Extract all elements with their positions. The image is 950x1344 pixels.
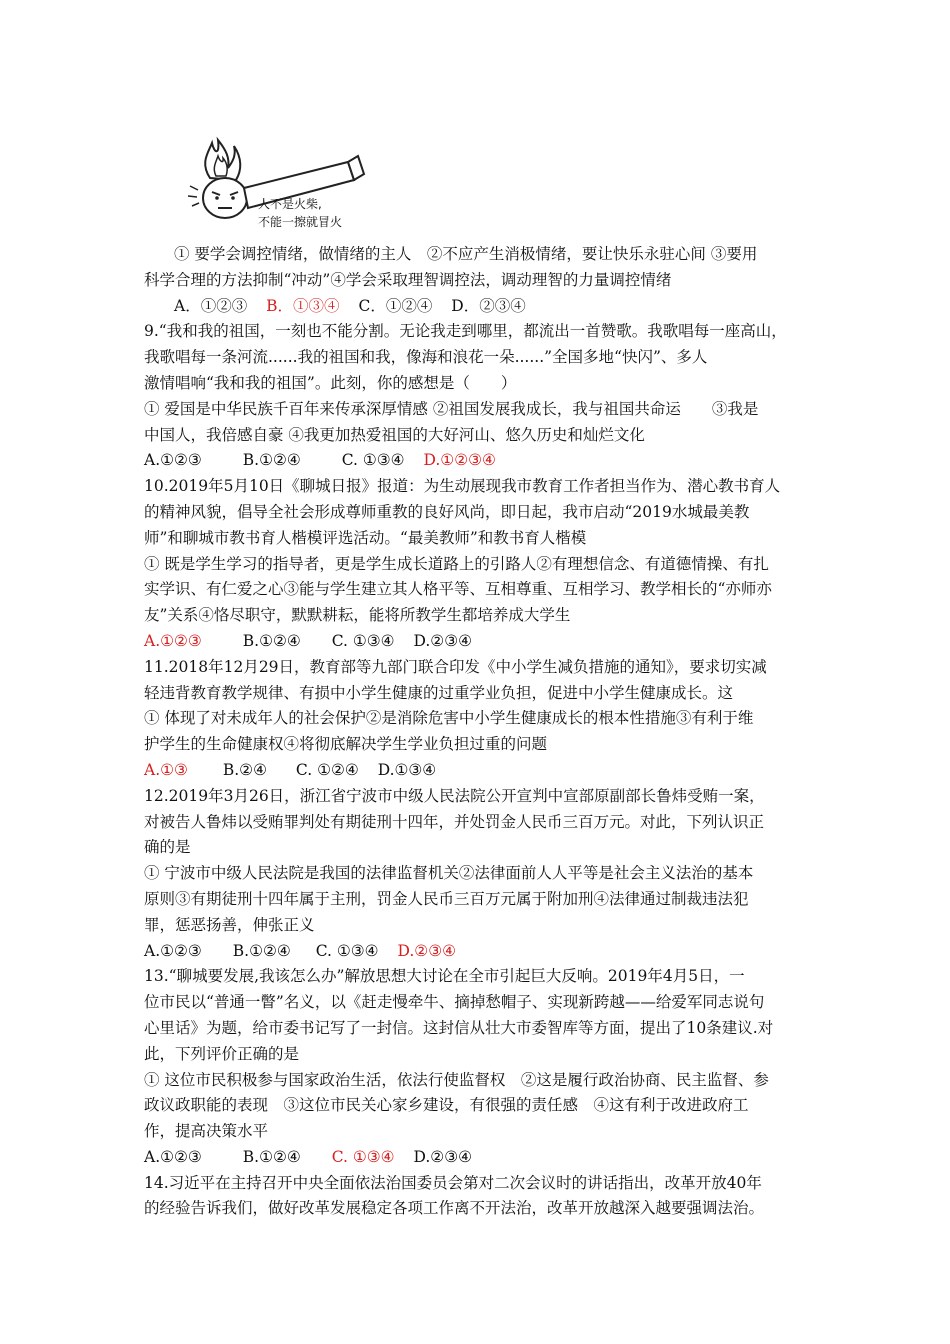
q10-line-3: 师”和聊城市教书育人楷模评选活动。“最美教师”和教书育人楷模 (144, 528, 587, 547)
q12-option-b: B.①②④ (232, 941, 291, 960)
question-10 (144, 474, 809, 655)
question-9 (144, 319, 809, 474)
question-13 (144, 964, 809, 1170)
q12-line-3: 确的是 (144, 838, 191, 857)
q13-line-2: 位市民以“普通一瞥”名义，以《赶走慢牵牛、摘掉愁帽子、实现新跨越——给爱军同志说句 (144, 993, 765, 1012)
match-cartoon-image (170, 128, 390, 238)
q13-line-6: 政议政职能的表现 ③这位市民关心家乡建设，有很强的责任感 ④这有利于改进政府工 (144, 1096, 749, 1115)
q13-line-5: ① 这位市民积极参与国家政治生活，依法行使监督权 ②这是履行政治协商、民主监督、参 (144, 1070, 769, 1089)
q9-line-2: 我歌唱每一条河流......我的祖国和我，像海和浪花一朵......”全国多地“快闪”、多人 (144, 348, 708, 367)
q8-option-d: D．②③④ (451, 296, 526, 315)
question-12 (144, 784, 809, 965)
q11-option-d: D.①③④ (377, 760, 437, 779)
q12-line-2: 对被告人鲁炜以受贿罪判处有期徒刑十四年，并处罚金人民币三百万元。对此，下列认识正 (144, 812, 765, 831)
q9-line-3: 激情唱响“我和我的祖国”。此刻，你的感想是（ ） (144, 373, 517, 392)
question-11 (144, 655, 809, 784)
q8-option-a: A．①②③ (174, 296, 248, 315)
q10-line-5: 实学识、有仁爱之心③能与学生建立其人格平等、互相尊重、互相学习、教学相长的“亦师亦 (144, 580, 772, 599)
q13-line-3: 心里话》为题，给市委书记写了一封信。这封信从壮大市委智库等方面，提出了10条建议.对 (144, 1018, 774, 1037)
question-8 (144, 242, 809, 319)
q13-option-a: A.①②③ (144, 1147, 202, 1166)
question-14 (144, 1171, 809, 1223)
q10-line-1: 10.2019年5月10日《聊城日报》报道：为生动展现我市教育工作者担当作为、潜心教书育人 (144, 477, 781, 496)
q10-line-4: ① 既是学生学习的指导者，更是学生成长道路上的引路人②有理想信念、有道德情操、有扎 (144, 554, 769, 573)
q10-option-b: B.①②④ (242, 631, 301, 650)
q10-option-c: C. ①③④ (331, 631, 395, 650)
q10-line-2: 的精神风貌，倡导全社会形成尊师重教的良好风尚，即日起，我市启动“2019水城最美教 (144, 502, 750, 521)
q13-option-c: C. ①③④ (331, 1147, 395, 1166)
q13-option-b: B.①②④ (242, 1147, 301, 1166)
q8-statements-1: ① 要学会调控情绪，做情绪的主人 ②不应产生消极情绪，要让快乐永驻心间 ③要用 (174, 245, 758, 263)
q10-line-6: 友”关系④恪尽职守，默默耕耘，能将所教学生都培养成大学生 (144, 606, 571, 625)
q13-line-1: 13.“聊城要发展,我该怎么办”解放思想大讨论在全市引起巨大反响。2019年4月5日，一 (144, 967, 745, 986)
q11-option-b: B.②④ (222, 760, 267, 779)
q12-line-5: 原则③有期徒刑十四年属于主刑，罚金人民币三百万元属于附加刑④法律通过制裁违法犯 (144, 889, 749, 908)
q10-option-d: D.②③④ (413, 631, 472, 650)
q12-option-a: A.①②③ (144, 941, 202, 960)
q11-options (144, 758, 809, 784)
q9-line-1: 9.“我和我的祖国，一刻也不能分割。无论我走到哪里，都流出一首赞歌。我歌唱每一座高山， (144, 322, 787, 341)
q12-option-c: C. ①③④ (315, 941, 379, 960)
q9-option-b: B.①②④ (242, 451, 301, 470)
q12-line-1: 12.2019年3月26日，浙江省宁波市中级人民法院公开宣判中宣部原副部长鲁炜受贿一案， (144, 786, 765, 805)
q8-options (144, 294, 809, 320)
question-content (144, 242, 809, 1222)
q12-line-4: ① 宁波市中级人民法院是我国的法律监督机关②法律面前人人平等是社会主义法治的基本 (144, 864, 754, 883)
q11-line-2: 轻违背教育教学规律、有损中小学生健康的过重学业负担，促进中小学生健康成长。这 (144, 683, 734, 702)
q9-options (144, 448, 809, 474)
q8-option-c: C．①②④ (358, 296, 433, 315)
q12-line-6: 罪，惩恶扬善，伸张正义 (144, 915, 315, 934)
q8-statements-2: 科学合理的方法抑制“冲动”④学会采取理智调控法，调动理智的力量调控情绪 (144, 270, 672, 289)
q8-option-b: B．①③④ (266, 296, 340, 315)
cartoon-caption-1: 人不是火柴, (258, 197, 322, 211)
q11-line-4: 护学生的生命健康权④将彻底解决学生学业负担过重的问题 (144, 735, 548, 754)
q10-option-a: A.①②③ (144, 631, 202, 650)
q13-options (144, 1145, 809, 1171)
q11-option-a: A.①③ (144, 760, 188, 779)
q14-line-2: 的经验告诉我们，做好改革发展稳定各项工作离不开法治，改革开放越深入越要强调法治。 (144, 1199, 765, 1218)
q14-line-1: 14.习近平在主持召开中央全面依法治国委员会第对二次会议时的讲话指出，改革开放40年 (144, 1173, 762, 1192)
q9-line-4: ① 爱国是中华民族千百年来传承深厚情感 ②祖国发展我成长，我与祖国共命运 ③我是 (144, 399, 759, 418)
cartoon-caption-2: 不能一擦就冒火 (258, 215, 343, 229)
q11-line-3: ① 体现了对未成年人的社会保护②是消除危害中小学生健康成长的根本性措施③有利于维 (144, 709, 754, 728)
q12-options (144, 939, 809, 965)
q11-option-c: C. ①②④ (295, 760, 359, 779)
q12-option-d: D.②③④ (397, 941, 456, 960)
q9-option-a: A.①②③ (144, 451, 202, 470)
q9-option-c: C. ①③④ (341, 451, 405, 470)
q13-option-d: D.②③④ (413, 1147, 472, 1166)
q13-line-4: 此，下列评价正确的是 (144, 1044, 300, 1063)
q13-line-7: 作，提高决策水平 (144, 1122, 269, 1141)
q9-option-d: D.①②③④ (423, 451, 496, 470)
q9-line-5: 中国人，我倍感自豪 ④我更加热爱祖国的大好河山、悠久历史和灿烂文化 (144, 425, 645, 444)
q10-options (144, 629, 809, 655)
q11-line-1: 11.2018年12月29日，教育部等九部门联合印发《中小学生减负措施的通知》，要求切实减 (144, 657, 767, 676)
